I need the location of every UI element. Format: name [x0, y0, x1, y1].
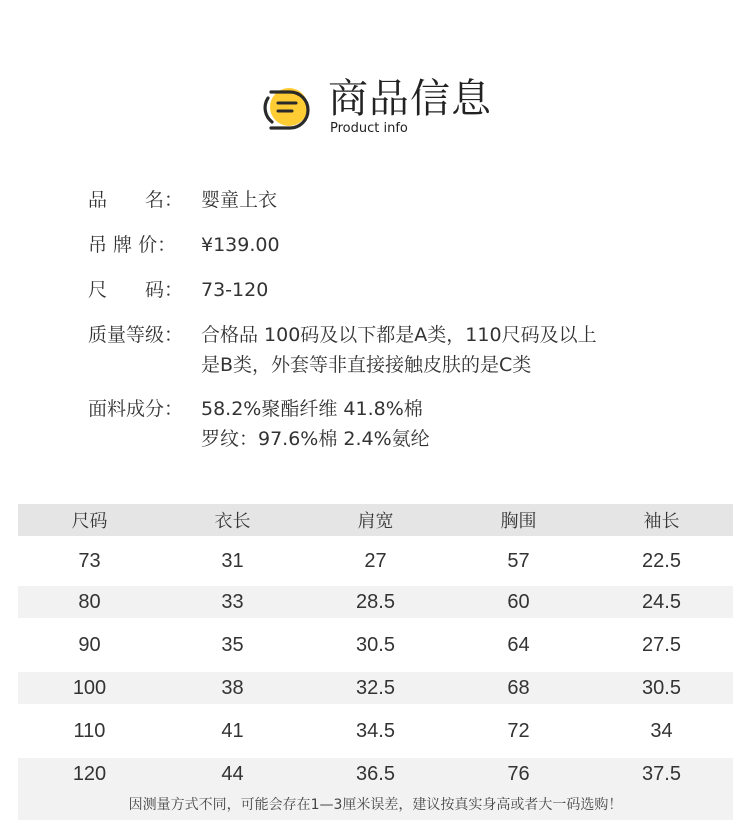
info-value-line: ¥139.00	[201, 234, 280, 256]
section-header	[262, 76, 522, 140]
table-cell: 31	[221, 549, 244, 572]
table-row	[18, 715, 733, 747]
table-cell: 34	[650, 719, 673, 742]
table-cell: 27.5	[642, 633, 681, 656]
table-row	[18, 586, 733, 618]
table-header-cell: 尺码	[71, 511, 108, 532]
table-header-row	[18, 504, 733, 536]
table-cell: 24.5	[642, 590, 681, 613]
table-cell: 90	[78, 633, 101, 656]
table-cell: 22.5	[642, 549, 681, 572]
table-cell: 57	[507, 549, 530, 572]
info-value	[201, 394, 671, 454]
page-subtitle: Product info	[330, 121, 408, 136]
info-value-line: 婴童上衣	[201, 189, 278, 211]
table-cell: 68	[507, 676, 530, 699]
table-cell: 110	[73, 719, 106, 742]
size-table-note: 因测量方式不同，可能会存在1—3厘米误差，建议按真实身高或者大一码选购！	[18, 790, 733, 820]
info-value-line: 罗纹：97.6%棉 2.4%氨纶	[201, 428, 430, 450]
table-cell: 35	[221, 633, 244, 656]
table-cell: 30.5	[642, 676, 681, 699]
info-value	[201, 185, 671, 215]
table-cell: 38	[221, 676, 244, 699]
info-label: 尺 码：	[88, 279, 184, 301]
table-cell: 73	[78, 549, 101, 572]
info-label: 吊 牌 价：	[88, 234, 177, 256]
table-cell: 36.5	[356, 762, 395, 785]
info-label: 质量等级：	[88, 324, 184, 346]
table-cell: 34.5	[356, 719, 395, 742]
table-cell: 30.5	[356, 633, 395, 656]
info-value-line: 58.2%聚酯纤维 41.8%棉	[201, 398, 423, 420]
info-value	[201, 320, 671, 380]
table-cell: 37.5	[642, 762, 681, 785]
page-title: 商品信息	[328, 76, 492, 122]
table-cell: 120	[72, 762, 107, 785]
info-value	[201, 230, 671, 260]
table-row	[18, 758, 733, 790]
info-value-line: 73-120	[201, 279, 269, 301]
table-header-cell: 肩宽	[357, 511, 394, 532]
info-label: 品 名：	[88, 189, 184, 211]
table-cell: 27	[364, 549, 387, 572]
product-info-icon	[262, 84, 312, 134]
table-cell: 80	[78, 590, 101, 613]
table-cell: 100	[72, 676, 107, 699]
table-cell: 64	[507, 633, 530, 656]
table-cell: 60	[507, 590, 530, 613]
table-header-cell: 衣长	[214, 511, 251, 532]
table-cell: 28.5	[356, 590, 395, 613]
table-cell: 44	[221, 762, 244, 785]
table-row	[18, 672, 733, 704]
table-cell: 76	[507, 762, 530, 785]
table-header-cell: 袖长	[643, 511, 680, 532]
info-label: 面料成分：	[88, 398, 184, 420]
table-header-cell: 胸围	[500, 511, 537, 532]
table-cell: 33	[221, 590, 244, 613]
info-value-line: 是B类，外套等非直接接触皮肤的是C类	[201, 354, 532, 376]
table-row	[18, 545, 733, 577]
table-cell: 41	[221, 719, 244, 742]
info-value-line: 合格品 100码及以下都是A类，110尺码及以上	[201, 324, 597, 346]
info-value	[201, 275, 671, 305]
table-cell: 72	[507, 719, 530, 742]
table-row	[18, 629, 733, 661]
table-cell: 32.5	[356, 676, 395, 699]
